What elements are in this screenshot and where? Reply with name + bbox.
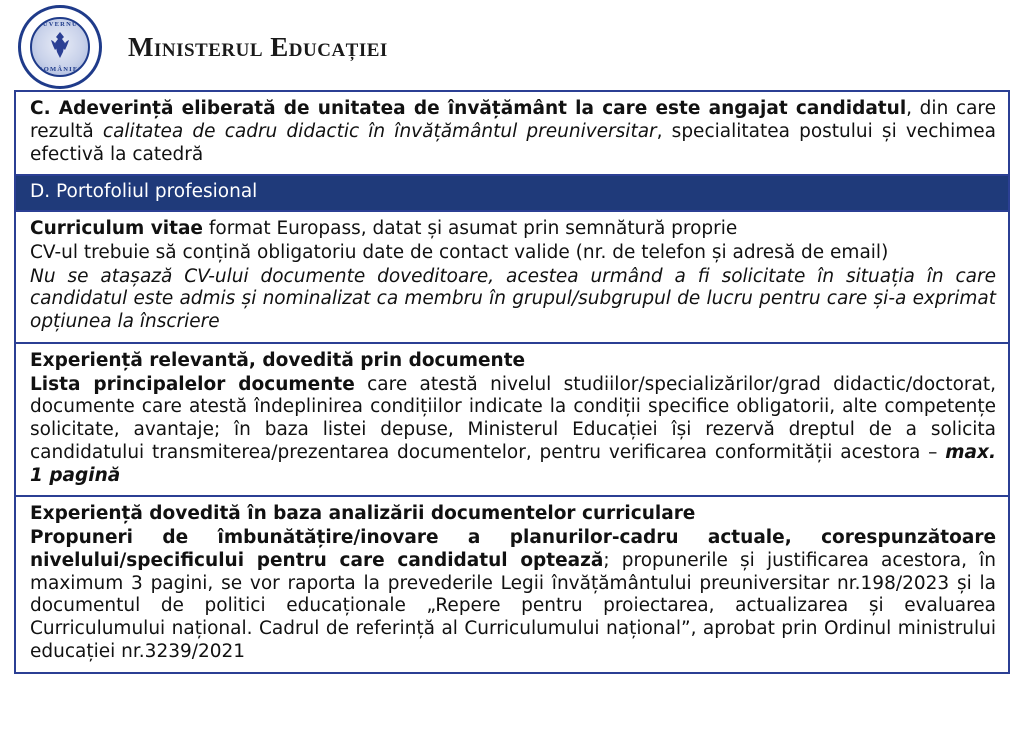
requirements-table [14, 90, 1010, 674]
text-run: , din care rezultă [30, 98, 997, 142]
text-run: Experiență dovedită în baza analizării documentelor curriculare [30, 503, 696, 525]
text-run: CV-ul trebuie să conțină obligatoriu date de contact valide (nr. de telefon și adresă de email) [30, 241, 889, 263]
row-experienta-relevanta [16, 344, 1008, 498]
text-run: Lista principalelor documente [30, 373, 355, 395]
paragraph [30, 503, 996, 526]
document-header [0, 0, 1024, 86]
text-run: max. 1 pagină [30, 441, 996, 486]
text-run: Curriculum vitae [30, 218, 203, 239]
text-run: , specialitatea postului și vechimea efectivă la catedră [30, 120, 996, 165]
paragraph [30, 218, 996, 241]
text-run: ; propunerile și justificarea acestora, în maximum 3 pagini, se vor raporta la prevederile Legii învățământului preuniversitar nr.198/2023 și la documentul de politici educaționale „Repere pentru proiectarea, actualizarea și evaluarea Curriculumului național. Cadrul de referință al Curriculumului național”, aprobat prin Ordinul ministrului educației nr.3239/2021 [30, 549, 996, 662]
coat-of-arms-icon [47, 30, 73, 60]
seal-text-bottom: ROMÂNIEI [37, 66, 83, 73]
seal-text-top: GUVERNUL [36, 21, 84, 28]
text-run: Experiență relevantă, dovedită prin documente [30, 349, 526, 371]
paragraph [30, 374, 996, 488]
row-experienta-dovedita [16, 497, 1008, 671]
government-seal-icon [18, 5, 102, 89]
paragraph [30, 350, 996, 373]
text-run: care atestă nivelul studiilor/specializărilor/grad didactic/doctorat, documente care atestă îndeplinirea condițiilor indicate la condiții specifice obligatorii, alte competențe solicitate, avantaje; în baza listei depuse, Ministerul Educației își rezervă dreptul de a solicita candidatului transmiterea/prezentarea documentelor, pentru verificarea conformității acestora – [30, 373, 996, 463]
text-run: C. Adeverință eliberată de unitatea de învățământ la care este angajat candidatul [30, 98, 907, 119]
paragraph [30, 527, 996, 664]
page-title: Ministerul Educației [128, 31, 388, 62]
text-run: format Europass, datat și asumat prin semnătură proprie [202, 218, 738, 239]
text-run: Nu se atașază CV-ului documente doveditoare, acestea urmând a fi solicitate în situația în care candidatul este admis și nominalizat ca membru în grupul/subgrupul de lucru pentru care și-a exprimat opțiunea la înscriere [30, 265, 996, 332]
paragraph [30, 242, 996, 265]
row-d-portofoliul-profesional [16, 176, 1008, 212]
row-curriculum-vitae [16, 212, 1008, 344]
text-run: calitatea de cadru didactic în învățământul preuniversitar [102, 120, 657, 142]
paragraph [30, 98, 996, 166]
row-c-adeverinta [16, 92, 1008, 176]
text-run: Propuneri de îmbunătățire/inovare a planurilor-cadru actuale, corespunzătoare nivelului/specificului pentru care candidatul optează [30, 527, 996, 571]
section-label: D. Portofoliul profesional [30, 181, 258, 203]
seal-inner [30, 17, 90, 77]
paragraph [30, 266, 996, 334]
